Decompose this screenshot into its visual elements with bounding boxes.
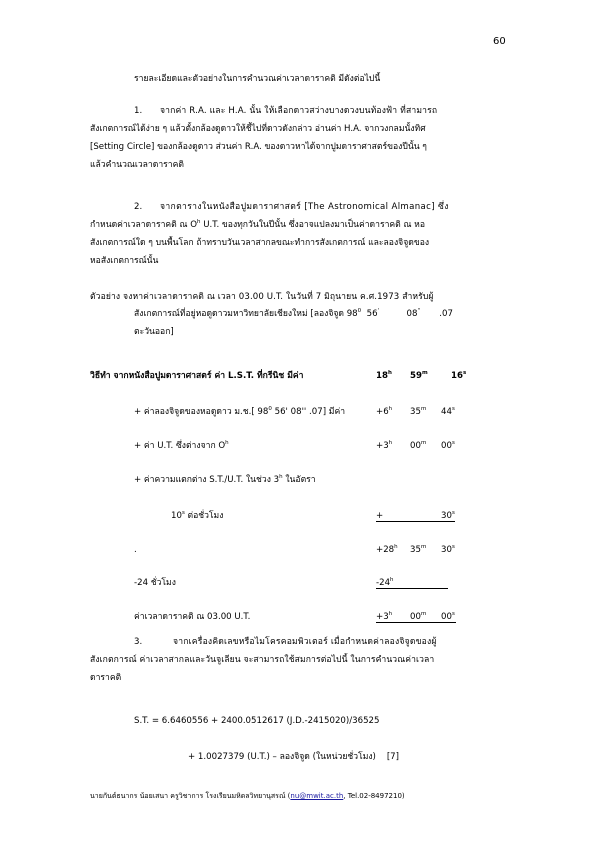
example-line-2-d: .07 bbox=[436, 309, 453, 319]
row-4-prefix: + bbox=[376, 511, 384, 521]
footer-text-b: , Tel.02-8497210) bbox=[343, 792, 405, 800]
row-7-label: ค่าเวลาดาราคติ ณ 03.00 U.T. bbox=[134, 612, 251, 622]
method-heading-h: 18$^h$ bbox=[376, 370, 392, 381]
row-3-label: + ค่าความแตกต่าง S.T./U.T. ในช่วง 3$^h$ ในอัตรา bbox=[134, 474, 316, 485]
example-line-2 bbox=[134, 308, 453, 320]
method-heading: วิธีทำ จากหนังสือปูมดาราศาสตร์ ค่า L.S.T. ที่กรีนิช มีค่า bbox=[90, 371, 304, 381]
row-1-label: + ค่าลองจิจูดของหอดูดาว ม.ช.[ $98^0$ 56' 08'' .07] มีค่า bbox=[134, 406, 346, 417]
item-3-line-1: จากเครื่องคิดเลขหรือไมโครคอมพิวเตอร์ เมื่อกำหนดค่าลองจิจูดของผู้ bbox=[173, 637, 437, 647]
row-5-h: $+28^h$ bbox=[376, 544, 398, 555]
example-line-2-c: 08 bbox=[401, 309, 418, 319]
row-2-m: 00$^m$ bbox=[410, 440, 427, 451]
row-6-h: -24$^h$ bbox=[376, 577, 394, 588]
footer bbox=[90, 790, 405, 802]
item-2-line-2-a: กำหนดค่าเวลาดาราคติ ณ O bbox=[90, 220, 197, 230]
intro-paragraph: รายละเอียดและตัวอย่างในการคำนวณค่าเวลาดาราคติ มีดังต่อไปนี้ bbox=[134, 74, 381, 84]
example-line-2-sup-1: 0 bbox=[357, 308, 362, 314]
item-1-number: 1. bbox=[134, 106, 143, 116]
footer-email-link[interactable]: nu@mwit.ac.th bbox=[290, 792, 344, 800]
example-line-1: ตัวอย่าง จงหาค่าเวลาดาราคติ ณ เวลา 03.00 U.T. ในวันที่ 7 มิถุนายน ค.ศ.1973 สำหรับผู้ bbox=[90, 292, 434, 302]
row-5-s: 30$^s$ bbox=[441, 544, 455, 555]
example-line-2-a: สังเกตการณ์ที่อยู่หอดูดาวมหาวิทยาลัยเชียงใหม่ [ลองจิจูด 98 bbox=[134, 309, 358, 319]
row-5-m: 35$^m$ bbox=[410, 544, 427, 555]
row-4-s: 30$^s$ bbox=[441, 510, 455, 521]
formula-line-1: S.T. = 6.6460556 + 2400.0512617 (J.D.-2415020)/36525 bbox=[134, 716, 380, 726]
row-7-m: 00$^m$ bbox=[410, 611, 427, 622]
item-3-line-2: สังเกตการณ์ ค่าเวลาสากลและวันจูเลียน จะสามารถใช้สมการต่อไปนี้ ในการคำนวณค่าเวลา bbox=[90, 655, 435, 665]
method-heading-s: 16$^s$ bbox=[451, 370, 467, 381]
row-1-s: 44$^s$ bbox=[441, 406, 455, 417]
row-2-h: $+3^h$ bbox=[376, 440, 393, 451]
item-2-line-4: หอสังเกตการณ์นั้น bbox=[90, 256, 159, 266]
sum-rule-1 bbox=[376, 521, 455, 522]
example-line-2-sup-3: '' bbox=[417, 308, 421, 314]
row-1-h: $+6^h$ bbox=[376, 406, 393, 417]
result-rule bbox=[376, 622, 456, 623]
item-2-line-2 bbox=[90, 219, 425, 231]
item-1-line-3: [Setting Circle] ของกล้องดูดาว ส่วนค่า R.A. ของดาวหาได้จากปูมดาราศาสตร์ของปีนั้น ๆ bbox=[90, 142, 427, 152]
item-1-line-2: สังเกตการณ์ได้ง่าย ๆ แล้วตั้งกล้องดูดาวให้ชี้ไปที่ดาวดังกล่าว อ่านค่า H.A. จากวงกลมนั้งทิศ bbox=[90, 124, 426, 134]
row-6-label: -24 ชั่วโมง bbox=[134, 578, 176, 588]
item-1-line-1: จากค่า R.A. และ H.A. นั้น ให้เลือกดาวสว่างบางดวงบนท้องฟ้า ที่สามารถ bbox=[160, 106, 438, 116]
method-heading-m: 59$^m$ bbox=[410, 370, 428, 381]
item-2-line-1: จากตารางในหนังสือปูมดาราศาสตร์ [The Astronomical Almanac] ซึ่ง bbox=[160, 202, 449, 212]
row-7-s: 00$^s$ bbox=[441, 611, 455, 622]
item-3-line-3: ดาราคติ bbox=[90, 673, 122, 683]
row-7-h: $+3^h$ bbox=[376, 611, 393, 622]
row-2-label: + ค่า U.T. ซึ่งต่างจาก $O^h$ bbox=[134, 440, 229, 451]
row-5-label: . bbox=[134, 545, 137, 555]
item-1-line-4: แล้วคำนวณเวลาดาราคติ bbox=[90, 160, 184, 170]
sum-rule-2 bbox=[376, 588, 448, 589]
formula-line-2: + 1.0027379 (U.T.) – ลองจิจูด (ในหน่วยชั่วโมง) [7] bbox=[188, 752, 400, 762]
item-2-number: 2. bbox=[134, 202, 143, 212]
row-1-m: 35$^m$ bbox=[410, 406, 427, 417]
item-3-number: 3. bbox=[134, 637, 143, 647]
item-2-line-3: สังเกตการณ์ใด ๆ บนพื้นโลก ถ้าทราบวันเวลาสากลขณะทำการสังเกตการณ์ และลองจิจูดของ bbox=[90, 238, 430, 248]
row-2-s: 00$^s$ bbox=[441, 440, 455, 451]
item-2-line-2-b: U.T. ของทุกวันในปีนั้น ซึ่งอาจแปลงมาเป็นค่าดาราคติ ณ หอ bbox=[200, 220, 426, 230]
row-4-label: 10$^s$ ต่อชั่วโมง bbox=[171, 510, 224, 521]
item-2-line-2-sup: h bbox=[196, 219, 201, 225]
example-line-2-sup-2: ' bbox=[377, 308, 380, 314]
page-number: 60 bbox=[493, 36, 506, 47]
footer-text-a: นายกันต์ธนากร น้อยเสนา ครูวิชาการ โรงเรียนมหิดลวิทยานุสรณ์ ( bbox=[90, 792, 291, 800]
example-line-3: ตะวันออก] bbox=[134, 327, 174, 337]
example-line-2-b: 56 bbox=[361, 309, 378, 319]
